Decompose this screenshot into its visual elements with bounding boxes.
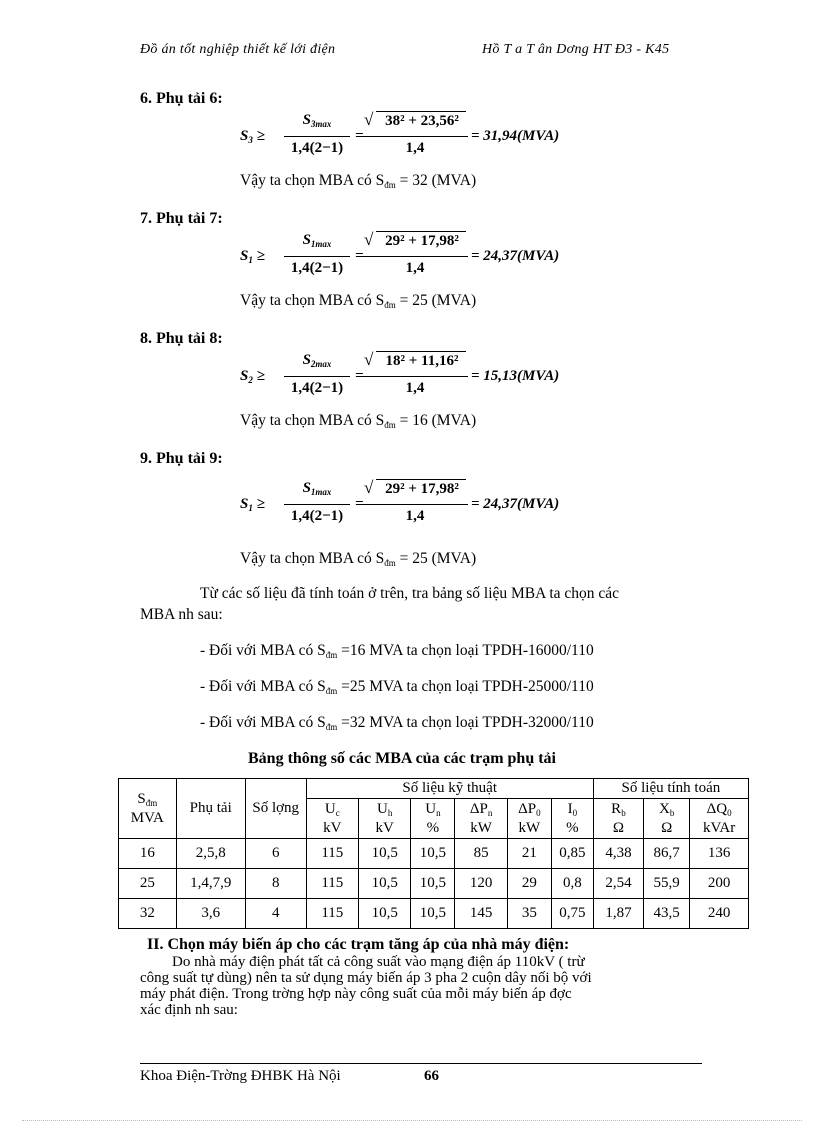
- header-col-3: $\Delta P_n$ kW: [455, 799, 507, 839]
- section-2-line-1: Do nhà máy điện phát tất cả công suất vào mạng điện áp 110kV ( trừ: [172, 954, 585, 970]
- page-edge-dotted: [22, 1120, 802, 1121]
- table-cell: 43,5: [644, 899, 690, 929]
- formula-6: $S_3$ ≥ $S_{3max}$ 1,4(2−1) = √ 38² + 23,56² 1,4 = 31,94(MVA): [240, 110, 560, 156]
- transformer-spec-table: [118, 778, 749, 929]
- section-2-line-4: xác định nh sau:: [140, 1002, 238, 1018]
- table-cell: 29: [507, 869, 551, 899]
- table-cell: 115: [306, 839, 358, 869]
- table-cell: 16: [119, 839, 177, 869]
- table-cell: 0,85: [551, 839, 593, 869]
- header-left: Đồ án tốt nghiệp thiết kế lới điện: [140, 42, 336, 57]
- table-cell: 120: [455, 869, 507, 899]
- table-cell: 21: [507, 839, 551, 869]
- table-cell: 136: [690, 839, 749, 869]
- table-row: [119, 839, 749, 869]
- header-count: Số lợng: [245, 779, 306, 839]
- table-cell: 200: [690, 869, 749, 899]
- section-2-line-3: máy phát điện. Trong trờng hợp này công suất của mỗi máy biến áp đợc: [140, 986, 572, 1002]
- table-cell: 10,5: [411, 899, 455, 929]
- table-row: [119, 899, 749, 929]
- intro-line-2: MBA nh sau:: [140, 606, 223, 623]
- table-cell: 32: [119, 899, 177, 929]
- header-col-6: $R_b$ Ω: [593, 799, 643, 839]
- section-title-9: 9. Phụ tải 9:: [140, 450, 223, 467]
- table-cell: 240: [690, 899, 749, 929]
- header-col-1: $U_h$ kV: [359, 799, 411, 839]
- table-cell: 115: [306, 899, 358, 929]
- header-load: Phụ tải: [176, 779, 245, 839]
- section-2-line-2: công suất tự dùng) nên ta sử dụng máy biến áp 3 pha 2 cuộn dây nối bộ với: [140, 970, 592, 986]
- table-cell: 0,75: [551, 899, 593, 929]
- header-col-5: $I_0$ %: [551, 799, 593, 839]
- table-cell: 85: [455, 839, 507, 869]
- table-cell: 2,54: [593, 869, 643, 899]
- choice-32: - Đối với MBA có $S_{đm} =32$ MVA ta chọn loại TPDH-32000/110: [200, 714, 594, 732]
- conclusion-7: Vậy ta chọn MBA có $S_{đm} = 25$ (MVA): [240, 292, 477, 310]
- table-cell: 55,9: [644, 869, 690, 899]
- table-row: [119, 869, 749, 899]
- header-right: Hồ T a T ân Dơng HT Đ3 - K45: [482, 42, 670, 57]
- header-calc-group: Số liệu tính toán: [593, 779, 748, 799]
- header-col-7: $X_b$ Ω: [644, 799, 690, 839]
- page-number: 66: [424, 1068, 439, 1084]
- table-cell: 10,5: [411, 839, 455, 869]
- header-col-2: $U_n$ %: [411, 799, 455, 839]
- table-cell: 1,4,7,9: [176, 869, 245, 899]
- conclusion-9: Vậy ta chọn MBA có $S_{đm} = 25$ (MVA): [240, 550, 477, 568]
- table-cell: 145: [455, 899, 507, 929]
- table-cell: 4,38: [593, 839, 643, 869]
- section-title-6: 6. Phụ tải 6:: [140, 90, 223, 107]
- conclusion-8: Vậy ta chọn MBA có $S_{đm} = 16$ (MVA): [240, 412, 477, 430]
- choice-16: - Đối với MBA có $S_{đm} =16$ MVA ta chọn loại TPDH-16000/110: [200, 642, 594, 660]
- table-cell: 115: [306, 869, 358, 899]
- table-cell: 10,5: [359, 899, 411, 929]
- conclusion-6: Vậy ta chọn MBA có $S_{đm} = 32$ (MVA): [240, 172, 477, 190]
- table-cell: 35: [507, 899, 551, 929]
- table-cell: 4: [245, 899, 306, 929]
- table-cell: 0,8: [551, 869, 593, 899]
- section-title-8: 8. Phụ tải 8:: [140, 330, 223, 347]
- table-cell: 2,5,8: [176, 839, 245, 869]
- header-col-8: $\Delta Q_0$ kVAr: [690, 799, 749, 839]
- table-cell: 25: [119, 869, 177, 899]
- choice-25: - Đối với MBA có $S_{đm} =25$ MVA ta chọn loại TPDH-25000/110: [200, 678, 594, 696]
- header-col-0: $U_c$ kV: [306, 799, 358, 839]
- table-cell: 3,6: [176, 899, 245, 929]
- header-sdm: $S_{đm}$ MVA: [119, 779, 177, 839]
- intro-line-1: Từ các số liệu đã tính toán ở trên, tra bảng số liệu MBA ta chọn các: [200, 585, 620, 602]
- table-cell: 1,87: [593, 899, 643, 929]
- formula-9: $S_1$ ≥ $S_{1max}$ 1,4(2−1) = √ 29² + 17,98² 1,4 = 24,37(MVA): [240, 478, 560, 524]
- table-cell: 10,5: [411, 869, 455, 899]
- table-cell: 10,5: [359, 839, 411, 869]
- footer-rule: [140, 1063, 702, 1064]
- header-col-4: $\Delta P_0$ kW: [507, 799, 551, 839]
- table-cell: 6: [245, 839, 306, 869]
- table-caption: Bảng thông số các MBA của các trạm phụ tải: [248, 750, 556, 767]
- table-cell: 8: [245, 869, 306, 899]
- table-cell: 86,7: [644, 839, 690, 869]
- header-tech-group: Số liệu kỹ thuật: [306, 779, 593, 799]
- section-2-title: II. Chọn máy biến áp cho các trạm tăng áp của nhà máy điện:: [147, 936, 570, 953]
- table-cell: 10,5: [359, 869, 411, 899]
- formula-8: $S_2$ ≥ $S_{2max}$ 1,4(2−1) = √ 18² + 11,16² 1,4 = 15,13(MVA): [240, 350, 560, 396]
- formula-7: $S_1$ ≥ $S_{1max}$ 1,4(2−1) = √ 29² + 17,98² 1,4 = 24,37(MVA): [240, 230, 560, 276]
- section-title-7: 7. Phụ tải 7:: [140, 210, 223, 227]
- footer-left: Khoa Điện-Trờng ĐHBK Hà Nội: [140, 1068, 341, 1084]
